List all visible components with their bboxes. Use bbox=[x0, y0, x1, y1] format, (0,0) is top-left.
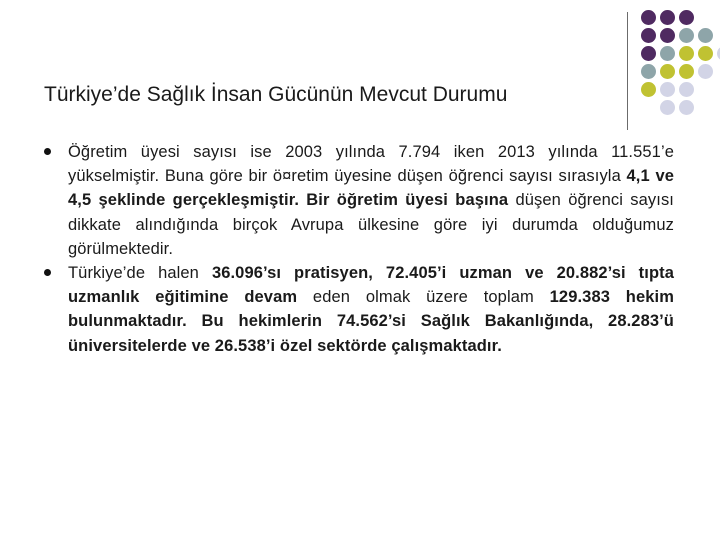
bullet-item bbox=[44, 140, 674, 261]
purple-dot bbox=[679, 10, 694, 25]
teal-dot bbox=[679, 28, 694, 43]
olive-dot bbox=[641, 82, 656, 97]
purple-dot bbox=[641, 10, 656, 25]
bullet-text bbox=[68, 261, 674, 358]
olive-dot bbox=[660, 64, 675, 79]
text-segment: düşen öğrenci sayısı dikkate alındığında birçok Avrupa ülkesine göre iyi durumda olduğumuz görülmektedir. bbox=[68, 191, 674, 258]
bullet-list bbox=[44, 140, 674, 358]
slide-title: Türkiye’de Sağlık İnsan Gücünün Mevcut Durumu bbox=[44, 83, 508, 106]
bullet-dot-icon bbox=[44, 148, 51, 155]
purple-dot bbox=[660, 28, 675, 43]
text-segment: eden olmak üzere toplam bbox=[297, 288, 550, 307]
purple-dot bbox=[641, 46, 656, 61]
teal-dot bbox=[698, 28, 713, 43]
purple-dot bbox=[660, 10, 675, 25]
bold-text-segment: 36.096’sı pratisyen, 72.405’i uzman ve 20.882’si tıpta uzmanlık eğitimine devam bbox=[68, 264, 674, 307]
olive-dot bbox=[679, 64, 694, 79]
decorative-dot-grid bbox=[0, 0, 720, 140]
lavender-dot bbox=[679, 82, 694, 97]
bullet-text bbox=[68, 140, 674, 261]
lavender-dot bbox=[698, 64, 713, 79]
text-segment: Öğretim üyesi sayısı ise 2003 yılında 7.794 iken 2013 yılında 11.551’e yükselmiştir. Buna göre bir ö¤retim üyesine düşen öğrenci sayısı sırasıyla bbox=[68, 143, 674, 186]
bullet-dot-icon bbox=[44, 269, 51, 276]
olive-dot bbox=[679, 46, 694, 61]
lavender-dot bbox=[660, 82, 675, 97]
teal-dot bbox=[641, 64, 656, 79]
bold-text-segment: 129.383 hekim bulunmaktadır. Bu hekimlerin 74.562’si Sağlık Bakanlığında, 28.283’ü üniversitelerde ve 26.538’i özel sektörde çalışmaktadır. bbox=[68, 288, 674, 355]
olive-dot bbox=[698, 46, 713, 61]
teal-dot bbox=[660, 46, 675, 61]
purple-dot bbox=[641, 28, 656, 43]
lavender-dot bbox=[660, 100, 675, 115]
bold-text-segment: 4,1 ve 4,5 şeklinde gerçekleşmiştir. Bir öğretim üyesi başına bbox=[68, 167, 675, 210]
title-divider-line bbox=[627, 12, 628, 130]
text-segment: Türkiye’de halen bbox=[68, 264, 212, 283]
lavender-dot bbox=[679, 100, 694, 115]
bullet-item bbox=[44, 261, 674, 358]
